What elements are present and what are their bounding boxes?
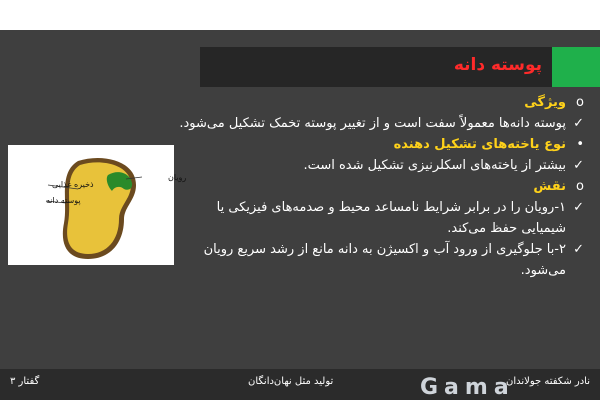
label-coat: پوسته دانه (46, 196, 81, 205)
footer-topic: تولید مثل نهان‌دانگان (248, 376, 334, 387)
section-heading: o ویژگی (178, 92, 586, 113)
checkmark-icon: ✓ (573, 116, 584, 131)
circle-bullet-icon: o (576, 179, 584, 194)
slide (0, 30, 600, 387)
slide-title: پوسته دانه (453, 55, 542, 75)
checkmark-icon: ✓ (573, 158, 584, 173)
circle-bullet-icon: o (576, 95, 584, 110)
footer-chapter: گفتار ۳ (10, 376, 40, 387)
dot-bullet-icon: • (576, 137, 584, 152)
label-embryo: رویان (168, 173, 187, 182)
gama-logo: Gama (420, 375, 515, 400)
section-heading: • نوع یاخته‌های تشکیل دهنده (178, 134, 586, 155)
list-item: ✓ ۱-رویان را در برابر شرایط نامساعد محیط و صدمه‌های فیزیکی یا شیمیایی حفظ می‌کند. (178, 197, 586, 239)
section-text: ✓ پوسته دانه‌ها معمولاً سفت است و از تغییر پوسته تخمک تشکیل می‌شود. (178, 113, 586, 134)
section-text: ✓ بیشتر از یاخته‌های اسکلرنیزی تشکیل شده است. (178, 155, 586, 176)
seed-diagram (8, 145, 187, 265)
slide-content (178, 92, 586, 281)
list-item: ✓ ۲-با جلوگیری از ورود آب و اکسیژن به دانه مانع از رشد سریع رویان می‌شود. (178, 239, 586, 281)
checkmark-icon: ✓ (573, 242, 584, 257)
section-heading: o نقش (178, 176, 586, 197)
seed-illustration (8, 145, 187, 265)
footer-author: نادر شکفته جولاندان (505, 376, 590, 387)
title-accent-block (552, 47, 600, 87)
label-storage: ذخیره غذایی (52, 180, 94, 189)
checkmark-icon: ✓ (573, 200, 584, 215)
